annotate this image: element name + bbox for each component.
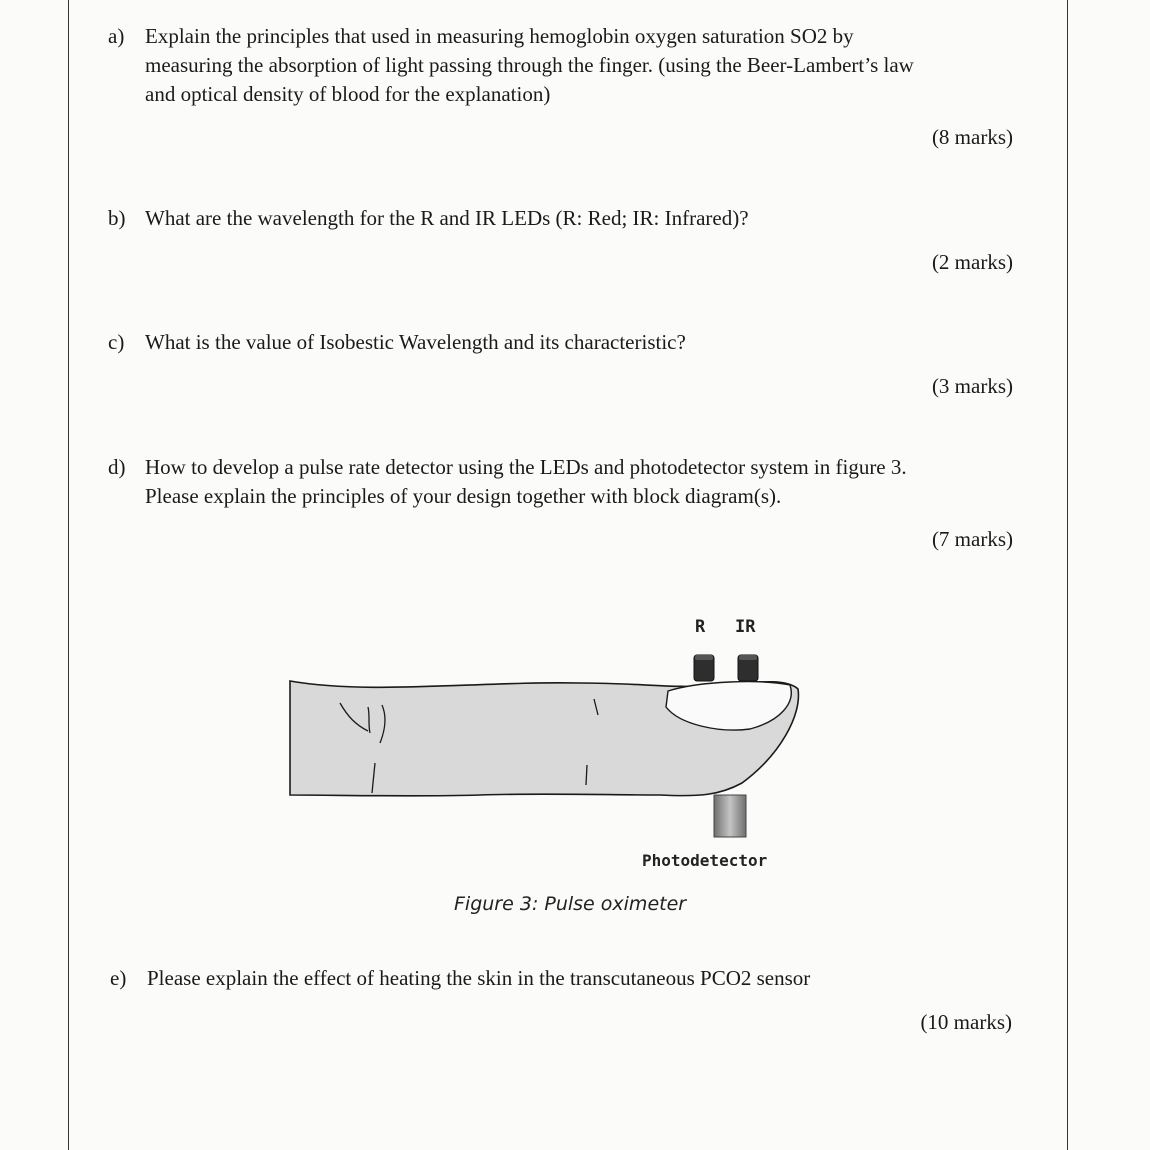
question-a bbox=[108, 22, 1013, 149]
question-letter: d) bbox=[108, 455, 126, 479]
marks-label: (3 marks) bbox=[931, 374, 1013, 398]
marks-label: (10 marks) bbox=[920, 1010, 1012, 1034]
marks-label: (2 marks) bbox=[931, 250, 1013, 274]
marks-label: (7 marks) bbox=[931, 527, 1013, 551]
page-border-left bbox=[68, 0, 69, 1150]
question-text bbox=[147, 964, 1012, 993]
question-text bbox=[145, 22, 1013, 109]
photodetector-icon bbox=[714, 795, 746, 837]
question-text bbox=[145, 204, 1013, 233]
finger-diagram bbox=[280, 645, 820, 885]
question-letter: a) bbox=[108, 24, 125, 48]
marks-label: (8 marks) bbox=[931, 125, 1013, 149]
question-text bbox=[145, 453, 1013, 511]
question-line: measuring the absorption of light passing through the finger. (using the Beer-Lambert’s law bbox=[145, 53, 914, 77]
question-letter: e) bbox=[110, 966, 127, 990]
question-line: What are the wavelength for the R and IR LEDs (R: Red; IR: Infrared)? bbox=[145, 206, 749, 230]
question-b bbox=[108, 204, 1013, 274]
page-border-right bbox=[1067, 0, 1068, 1150]
question-d bbox=[108, 453, 1013, 551]
question-e bbox=[110, 964, 1012, 1034]
photodetector-label: Photodetector bbox=[642, 851, 768, 870]
question-line: How to develop a pulse rate detector using the LEDs and photodetector system in figure 3. bbox=[145, 455, 907, 479]
pulse-oximeter-figure bbox=[280, 605, 820, 885]
led-red-label: R bbox=[695, 617, 706, 637]
question-text bbox=[145, 328, 1013, 357]
figure-caption: Figure 3: Pulse oximeter bbox=[454, 893, 687, 915]
question-line: Explain the principles that used in measuring hemoglobin oxygen saturation SO2 by bbox=[145, 24, 854, 48]
question-line: Please explain the effect of heating the skin in the transcutaneous PCO2 sensor bbox=[147, 966, 811, 990]
question-c bbox=[108, 328, 1013, 398]
question-line: and optical density of blood for the explanation) bbox=[145, 82, 551, 106]
led-ir-label: IR bbox=[735, 617, 756, 637]
question-line: Please explain the principles of your design together with block diagram(s). bbox=[145, 484, 782, 508]
question-letter: c) bbox=[108, 330, 125, 354]
question-line: What is the value of Isobestic Wavelength and its characteristic? bbox=[145, 330, 686, 354]
question-letter: b) bbox=[108, 206, 126, 230]
